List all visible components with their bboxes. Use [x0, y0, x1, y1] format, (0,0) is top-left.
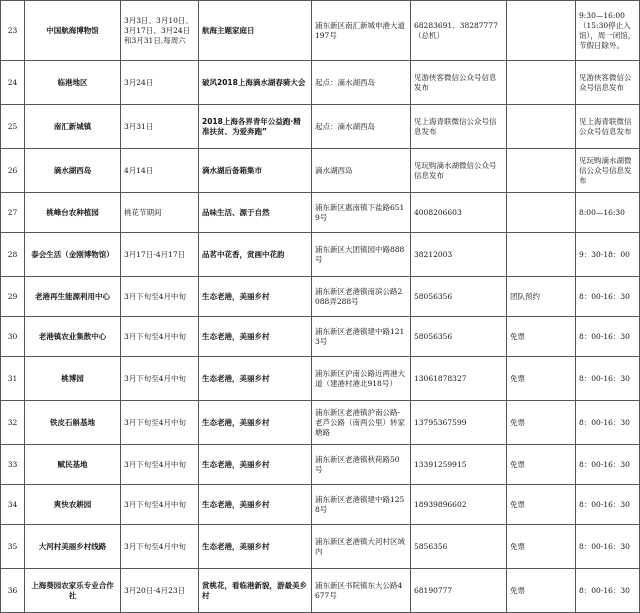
opening-hours: 见玩购滴水湖微信公众号信息发布 — [576, 149, 640, 193]
event-date: 3月下旬至4月中旬 — [121, 445, 199, 485]
ticket-info — [507, 61, 576, 105]
venue-name: 南汇新城镇 — [25, 105, 121, 149]
event-date: 3月下旬至4月中旬 — [121, 401, 199, 445]
event-name: 品茗中花香，赏画中花韵 — [199, 233, 312, 277]
opening-hours: 8：00-16：30 — [576, 445, 640, 485]
event-date: 4月14日 — [121, 149, 199, 193]
event-address: 浦东新区书院镇东大公路4677号 — [312, 569, 411, 613]
event-date: 3月下旬至4月中旬 — [121, 485, 199, 525]
venue-name: 桃峰台农种植园 — [25, 193, 121, 233]
contact-phone: 见玩购滴水湖微信公众号信息发布 — [411, 149, 507, 193]
venue-name: 铁皮石斛基地 — [25, 401, 121, 445]
event-name: 生态老港，美丽乡村 — [199, 357, 312, 401]
event-date: 3月下旬至4月中旬 — [121, 317, 199, 357]
event-address: 浦东新区南汇新城申港大道197号 — [312, 1, 411, 61]
event-address: 浦东新区大团镇园中路888号 — [312, 233, 411, 277]
table-row — [1, 149, 640, 193]
ticket-info: 免票 — [507, 445, 576, 485]
row-number: 31 — [1, 357, 25, 401]
event-address: 浦东新区老港镇沪南公路-老芦公路（南两公里）转家塘路 — [312, 401, 411, 445]
event-date: 3月20日-4月23日 — [121, 569, 199, 613]
contact-phone: 38212003 — [411, 233, 507, 277]
venue-name: 爽快农耕园 — [25, 485, 121, 525]
event-address: 浦东新区老港镇建中路1213号 — [312, 317, 411, 357]
event-name: 生态老港，美丽乡村 — [199, 445, 312, 485]
table-row — [1, 105, 640, 149]
opening-hours: 8：00-16：30 — [576, 525, 640, 569]
event-date: 3月24日 — [121, 61, 199, 105]
table-row — [1, 233, 640, 277]
event-name: 生态老港，美丽乡村 — [199, 317, 312, 357]
event-name: 赏桃花，看临港新貌，游最美乡村 — [199, 569, 312, 613]
ticket-info: 团队预约 — [507, 277, 576, 317]
ticket-info: 免票 — [507, 525, 576, 569]
event-date: 3月下旬至4月中旬 — [121, 277, 199, 317]
table-row — [1, 357, 640, 401]
ticket-info — [507, 233, 576, 277]
contact-phone: 13061878327 — [411, 357, 507, 401]
table-row — [1, 193, 640, 233]
table-row — [1, 277, 640, 317]
venue-name: 临港地区 — [25, 61, 121, 105]
event-name: 生态老港，美丽乡村 — [199, 277, 312, 317]
table-row — [1, 525, 640, 569]
row-number: 28 — [1, 233, 25, 277]
row-number: 34 — [1, 485, 25, 525]
contact-phone: 68283691、38287777（总机） — [411, 1, 507, 61]
event-name: 生态老港，美丽乡村 — [199, 401, 312, 445]
row-number: 30 — [1, 317, 25, 357]
venue-name: 老港镇农业集散中心 — [25, 317, 121, 357]
ticket-info: 免票 — [507, 569, 576, 613]
event-date: 3月下旬至4月中旬 — [121, 525, 199, 569]
venue-name: 赋民基地 — [25, 445, 121, 485]
contact-phone: 68190777 — [411, 569, 507, 613]
ticket-info — [507, 1, 576, 61]
row-number: 25 — [1, 105, 25, 149]
venue-name: 老港再生能源利用中心 — [25, 277, 121, 317]
contact-phone: 58056356 — [411, 317, 507, 357]
row-number: 35 — [1, 525, 25, 569]
event-address: 起点：滴水湖西岛 — [312, 61, 411, 105]
event-address: 浦东新区惠南镇下盐路6519号 — [312, 193, 411, 233]
row-number: 23 — [1, 1, 25, 61]
event-name: 滴水湖后备箱集市 — [199, 149, 312, 193]
contact-phone: 5856356 — [411, 525, 507, 569]
venue-name: 上海葵园农家乐专业合作社 — [25, 569, 121, 613]
opening-hours: 9:30—16:00（15:30停止入馆），周一闭馆，节假日除外。 — [576, 1, 640, 61]
row-number: 36 — [1, 569, 25, 613]
event-name: 生态老港，美丽乡村 — [199, 525, 312, 569]
event-date: 3月3日、3月10日、3月17日、3月24日和3月31日,每周六 — [121, 1, 199, 61]
event-address: 浦东新区老港镇南滨公路2088弄288号 — [312, 277, 411, 317]
opening-hours: 8：00-16：30 — [576, 569, 640, 613]
event-date: 3月17日-4月17日 — [121, 233, 199, 277]
venue-name: 桃博园 — [25, 357, 121, 401]
event-date: 桃花节期间 — [121, 193, 199, 233]
event-name: 破风2018上海滴水湖春骑大会 — [199, 61, 312, 105]
ticket-info: 免票 — [507, 357, 576, 401]
event-address: 浦东新区老港镇秋荷路50号 — [312, 445, 411, 485]
contact-phone: 见上海青联微信公众号信息发布 — [411, 105, 507, 149]
ticket-info — [507, 193, 576, 233]
opening-hours: 见游侠客微信公众号信息发布 — [576, 61, 640, 105]
venue-name: 滴水湖西岛 — [25, 149, 121, 193]
venue-name: 泰会生活（金刚博物馆） — [25, 233, 121, 277]
row-number: 27 — [1, 193, 25, 233]
event-name: 生态老港，美丽乡村 — [199, 485, 312, 525]
contact-phone: 4008206603 — [411, 193, 507, 233]
table-row — [1, 401, 640, 445]
ticket-info — [507, 149, 576, 193]
row-number: 32 — [1, 401, 25, 445]
row-number: 29 — [1, 277, 25, 317]
event-name: 航海主题家庭日 — [199, 1, 312, 61]
table-row — [1, 445, 640, 485]
opening-hours: 8：00-16：30 — [576, 317, 640, 357]
event-date: 3月下旬至4月中旬 — [121, 357, 199, 401]
contact-phone: 18939896602 — [411, 485, 507, 525]
ticket-info: 免票 — [507, 401, 576, 445]
opening-hours: 8：00-16：30 — [576, 401, 640, 445]
event-address: 浦东新区老港镇建中路1258号 — [312, 485, 411, 525]
opening-hours: 9：30-18：00 — [576, 233, 640, 277]
contact-phone: 见游侠客微信公众号信息发布 — [411, 61, 507, 105]
contact-phone: 13795367599 — [411, 401, 507, 445]
ticket-info: 免票 — [507, 317, 576, 357]
ticket-info — [507, 105, 576, 149]
venue-name: 中国航海博物馆 — [25, 1, 121, 61]
row-number: 24 — [1, 61, 25, 105]
event-address: 浦东新区老港镇大河村区域内 — [312, 525, 411, 569]
event-date: 3月31日 — [121, 105, 199, 149]
ticket-info: 免票 — [507, 485, 576, 525]
event-address: 起点：滴水湖西岛 — [312, 105, 411, 149]
opening-hours: 见上海青联微信公众号信息发布 — [576, 105, 640, 149]
event-name: 品味生活、源于自然 — [199, 193, 312, 233]
table-row — [1, 61, 640, 105]
table-row — [1, 317, 640, 357]
table-row — [1, 1, 640, 61]
venue-name: 大河村美丽乡村线路 — [25, 525, 121, 569]
event-name: 2018上海各界青年公益跑·精准扶贫、为爱奔跑” — [199, 105, 312, 149]
opening-hours: 8：00-16：30 — [576, 485, 640, 525]
contact-phone: 13391259915 — [411, 445, 507, 485]
event-address: 滴水湖西岛 — [312, 149, 411, 193]
event-address: 浦东新区沪南公路近两港大道（建港村港北918号） — [312, 357, 411, 401]
table-row — [1, 485, 640, 525]
contact-phone: 58056356 — [411, 277, 507, 317]
opening-hours: 8：00-16：30 — [576, 357, 640, 401]
opening-hours: 8：00-16：30 — [576, 277, 640, 317]
row-number: 33 — [1, 445, 25, 485]
table-row — [1, 569, 640, 613]
opening-hours: 8:00—16:30 — [576, 193, 640, 233]
row-number: 26 — [1, 149, 25, 193]
